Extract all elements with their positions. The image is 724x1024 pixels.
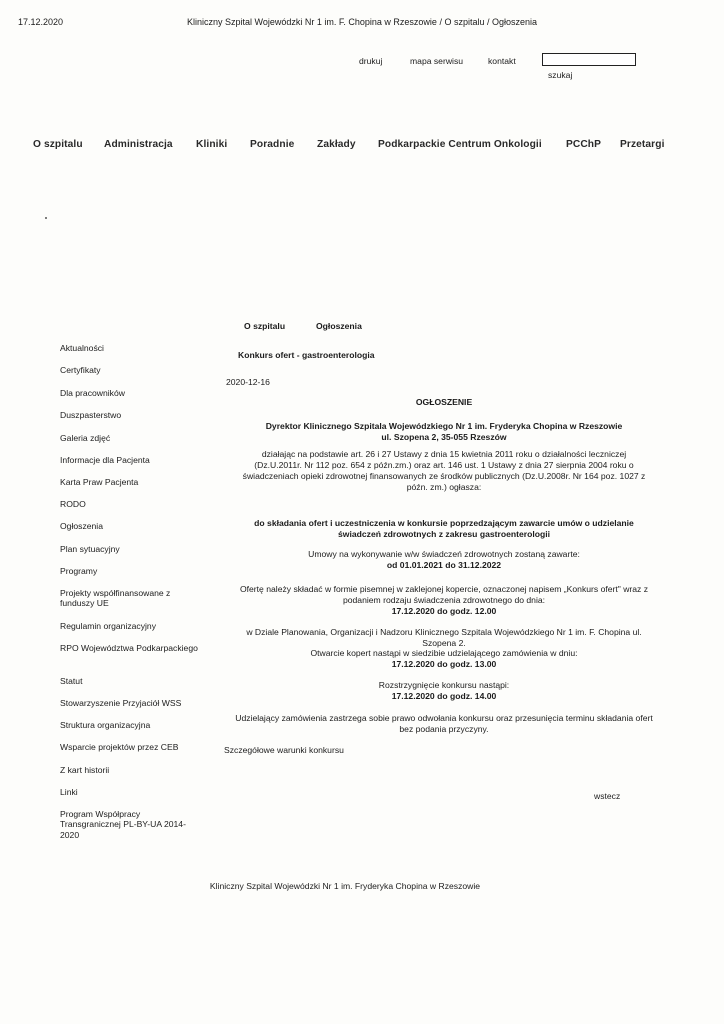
contracts-line: Umowy na wykonywanie w/w świadczeń zdrowotnych zostaną zawarte:	[308, 549, 580, 559]
dept-line-1: w Dziale Planowania, Organizacji i Nadzoru Klinicznego Szpitala Wojewódzkiego Nr 1 im. F. Chopina ul.	[246, 627, 642, 637]
sidebar-item-linki[interactable]: Linki	[60, 787, 78, 797]
director-line-1: Dyrektor Klinicznego Szpitala Wojewódzkiego Nr 1 im. Fryderyka Chopina w Rzeszowie	[265, 421, 623, 431]
legal-line-2: (Dz.U.2011r. Nr 112 poz. 654 z późn.zm.) oraz art. 146 ust. 1 Ustawy z dnia 27 sierpnia 2004 roku o	[254, 460, 634, 470]
offers-line-2: podaniem rodzaju świadczenia zdrowotnego do dnia:	[342, 595, 546, 605]
sidebar-item-aktualnosci[interactable]: Aktualności	[60, 343, 104, 353]
contact-link[interactable]: kontakt	[488, 56, 516, 66]
nav-item-poradnie[interactable]: Poradnie	[250, 139, 295, 150]
nav-item-o-szpitalu[interactable]: O szpitalu	[33, 139, 83, 150]
sidebar-item-certyfikaty[interactable]: Certyfikaty	[60, 365, 101, 375]
dept-line-2: Szopena 2.	[422, 638, 466, 648]
call-line-1: do składania ofert i uczestniczenia w konkursie poprzedzającym zawarcie umów o udzielanie	[254, 518, 634, 528]
sidebar-item-pl-by-ua[interactable]: Program Współpracy Transgranicznej PL-BY-UA 2014-2020	[60, 809, 186, 840]
director-line-2: ul. Szopena 2, 35-055 Rzeszów	[381, 432, 507, 442]
offers-line-1: Ofertę należy składać w formie pisemnej w zaklejonej kopercie, oznaczonej napisem „Konkurs ofert" wraz z	[239, 584, 649, 594]
nav-item-pco[interactable]: Podkarpackie Centrum Onkologii	[378, 139, 542, 150]
breadcrumb-ogloszenia[interactable]: Ogłoszenia	[316, 321, 362, 331]
sidebar-item-dla-pracownikow[interactable]: Dla pracowników	[60, 388, 125, 398]
article-date: 2020-12-16	[226, 377, 270, 387]
sidebar-item-struktura[interactable]: Struktura organizacyjna	[60, 720, 151, 730]
sidebar-item-regulamin[interactable]: Regulamin organizacyjny	[60, 621, 157, 631]
details-link[interactable]: Szczegółowe warunki konkursu	[224, 745, 344, 755]
scan-speck	[45, 217, 47, 219]
header-title-breadcrumb: Kliniczny Szpital Wojewódzki Nr 1 im. F. Chopina w Rzeszowie / O szpitalu / Ogłoszenia	[187, 17, 537, 27]
sidebar-item-projekty-ue[interactable]: Projekty współfinansowane z funduszy UE	[60, 588, 171, 609]
nav-item-pcchp[interactable]: PCChP	[566, 139, 602, 150]
footer-text: Kliniczny Szpital Wojewódzki Nr 1 im. Fryderyka Chopina w Rzeszowie	[209, 881, 481, 891]
search-button[interactable]: szukaj	[548, 70, 573, 80]
sidebar-item-stowarzyszenie[interactable]: Stowarzyszenie Przyjaciół WSS	[60, 698, 182, 708]
sidebar-item-plan[interactable]: Plan sytuacyjny	[60, 544, 120, 554]
reserve-line-2: bez podania przyczyny.	[399, 724, 489, 734]
announcement-heading: OGŁOSZENIE	[415, 397, 473, 407]
sidebar-item-ogloszenia[interactable]: Ogłoszenia	[60, 521, 103, 531]
print-link[interactable]: drukuj	[359, 56, 383, 66]
sidebar-item-historia[interactable]: Z kart historii	[60, 765, 110, 775]
reserve-line-1: Udzielający zamówienia zastrzega sobie prawo odwołania konkursu oraz przesunięcia terminu składania ofert	[235, 713, 653, 723]
sidebar-item-rpo[interactable]: RPO Województwa Podkarpackiego	[60, 643, 198, 653]
opening-date: 17.12.2020 do godz. 13.00	[391, 659, 497, 669]
nav-item-kliniki[interactable]: Kliniki	[196, 139, 228, 150]
resolution-line: Rozstrzygnięcie konkursu nastąpi:	[378, 680, 510, 690]
search-input[interactable]	[542, 53, 636, 66]
legal-line-3: świadczeniach opieki zdrowotnej finansowanych ze środków publicznych (Dz.U.2008r. Nr 164 poz. 1027 z	[242, 471, 646, 481]
legal-line-1: działając na podstawie art. 26 i 27 Ustawy z dnia 15 kwietnia 2011 roku o działalności leczniczej	[261, 449, 627, 459]
sidebar-item-duszpasterstwo[interactable]: Duszpasterstwo	[60, 410, 122, 420]
call-line-2: świadczeń zdrowotnych z zakresu gastroenterologii	[337, 529, 551, 539]
offers-deadline: 17.12.2020 do godz. 12.00	[391, 606, 497, 616]
sidebar-item-galeria[interactable]: Galeria zdjęć	[60, 433, 111, 443]
nav-item-zaklady[interactable]: Zakłady	[317, 139, 356, 150]
nav-item-przetargi[interactable]: Przetargi	[620, 139, 665, 150]
contracts-period: od 01.01.2021 do 31.12.2022	[386, 560, 502, 570]
nav-item-administracja[interactable]: Administracja	[104, 139, 173, 150]
legal-line-4: późn. zm.) ogłasza:	[406, 482, 482, 492]
sidebar-item-programy[interactable]: Programy	[60, 566, 98, 576]
sidebar-item-informacje[interactable]: Informacje dla Pacjenta	[60, 455, 150, 465]
sidebar-item-rodo[interactable]: RODO	[60, 499, 86, 509]
sitemap-link[interactable]: mapa serwisu	[410, 56, 464, 66]
article-title: Konkurs ofert - gastroenterologia	[238, 350, 375, 360]
sidebar-item-karta-praw[interactable]: Karta Praw Pacjenta	[60, 477, 139, 487]
sidebar-item-ceb[interactable]: Wsparcie projektów przez CEB	[60, 742, 179, 752]
opening-line: Otwarcie kopert nastąpi w siedzibie udzielającego zamówienia w dniu:	[310, 648, 578, 658]
back-link[interactable]: wstecz	[594, 791, 621, 801]
resolution-date: 17.12.2020 do godz. 14.00	[391, 691, 497, 701]
sidebar-item-statut[interactable]: Statut	[60, 676, 83, 686]
breadcrumb-o-szpitalu[interactable]: O szpitalu	[244, 321, 286, 331]
print-date: 17.12.2020	[18, 17, 64, 27]
